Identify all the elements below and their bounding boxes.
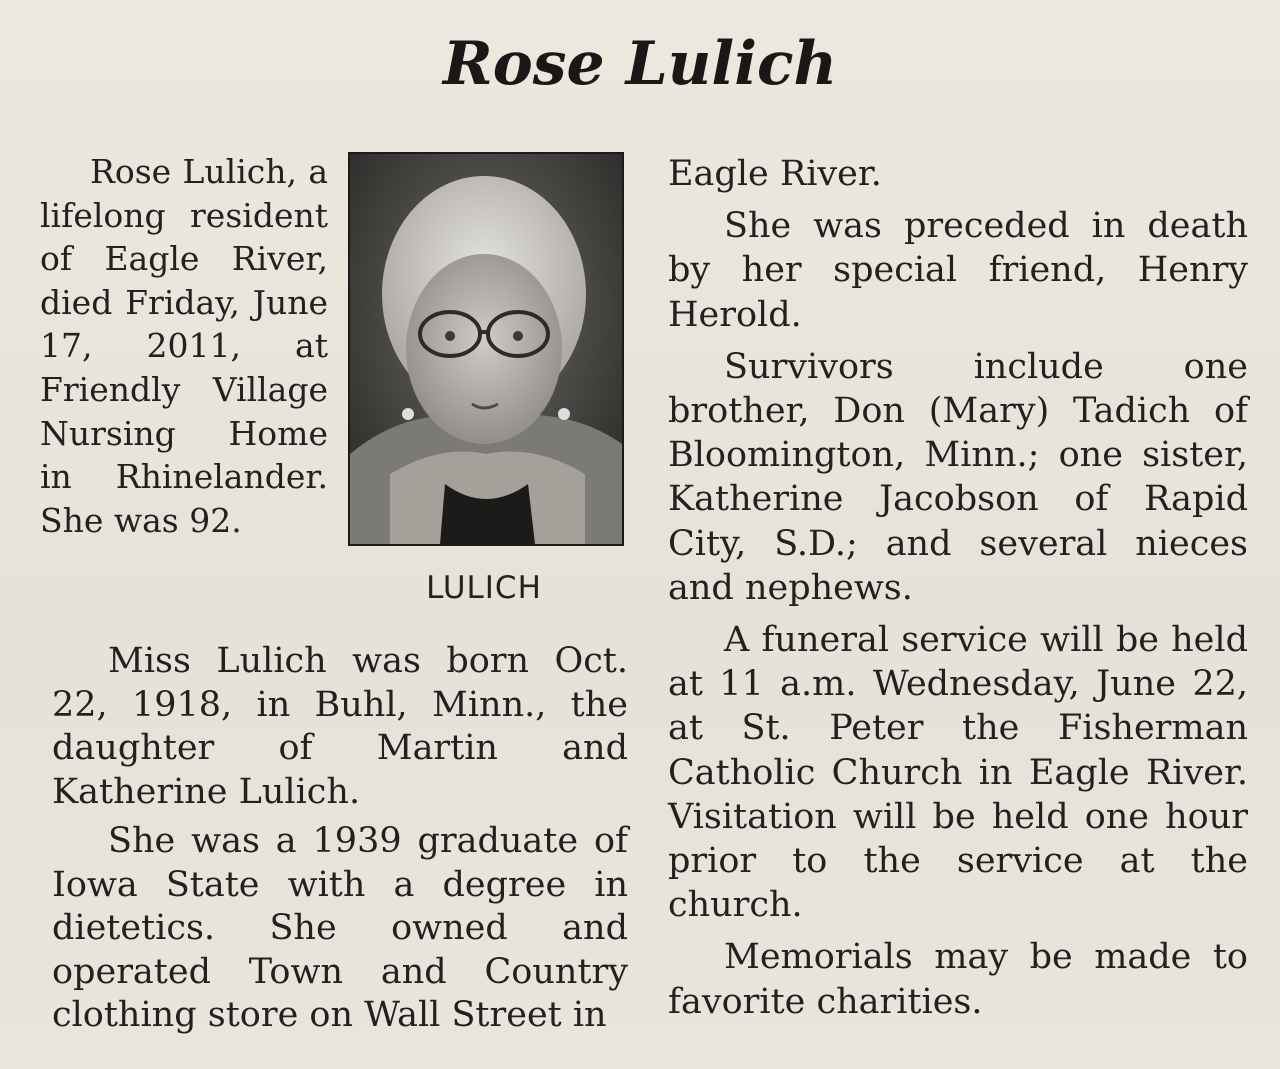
funeral-paragraph: A funeral service will be held at 11 a.m. Wednesday, June 22, at St. Peter the Fisherman Catholic Church in Eagle River. Visitation will be held one hour prior to the service at the church. (668, 620, 1248, 926)
opening-paragraph: Rose Lulich, a lifelong resident of Eagle River, died Friday, June 17, 2011, at Friendly Village Nursing Home in Rhinelander. She was 92. (40, 152, 328, 540)
portrait-photo (348, 152, 624, 546)
education-paragraph: She was a 1939 graduate of Iowa State with a degree in dietetics. She owned and operated Town and Country clothing store on Wall Street in (52, 821, 628, 1035)
preceded-paragraph: She was preceded in death by her special friend, Henry Herold. (668, 206, 1248, 335)
photo-caption: LULICH (426, 570, 542, 606)
portrait-image (350, 154, 622, 544)
birth-paragraph: Miss Lulich was born Oct. 22, 1918, in Buhl, Minn., the daughter of Martin and Katherine Lulich. (52, 641, 628, 812)
left-column-top (40, 150, 328, 548)
right-column (668, 152, 1248, 1032)
left-column-bottom (52, 640, 628, 1044)
memorials-paragraph: Memorials may be made to favorite charities. (668, 937, 1248, 1022)
survivors-paragraph: Survivors include one brother, Don (Mary) Tadich of Bloomington, Minn.; one sister, Katherine Jacobson of Rapid City, S.D.; and several nieces and nephews. (668, 346, 1248, 608)
continuation-line: Eagle River. (668, 154, 882, 194)
obituary-title: Rose Lulich (442, 29, 838, 99)
